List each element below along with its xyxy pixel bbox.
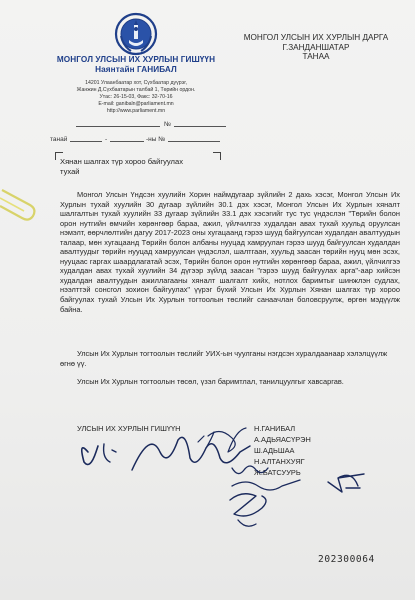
document-number-stamp: 202300064: [318, 554, 375, 565]
mongolia-state-emblem-icon: [113, 10, 159, 56]
paper-clip-icon: [0, 0, 40, 260]
date-blank: [110, 141, 144, 142]
website-line: http://www.parliament.mn: [106, 108, 166, 114]
signature-stroke: [238, 520, 256, 526]
number-blank: [168, 141, 220, 142]
org-member-name: Наянтайн ГАНИБАЛ: [95, 65, 177, 74]
address-line: Жанжин Д.Сүхбаатарын талбай 1, Төрийн ордон.: [76, 87, 196, 93]
org-title: МОНГОЛ УЛСЫН ИХ ХУРЛЫН ГИШҮҮН: [56, 55, 216, 64]
signature-stroke: [132, 437, 250, 470]
signature-stroke: [328, 474, 364, 492]
signer-name: Ж.БАТСУУРЬ: [254, 468, 301, 477]
signature-stroke: [104, 444, 116, 462]
tanai-label: танай: [50, 136, 68, 143]
signer-name: Н.ГАНИБАЛ: [254, 424, 296, 433]
signature-stroke: [198, 432, 214, 448]
signature-stroke: [82, 446, 98, 464]
body-paragraph: Улсын Их Хурлын тогтоолын төслийг УИХ-ын чуулганы нэгдсэн хуралдаанаар хэлэлцүүлж өгнө үү.: [60, 349, 388, 368]
email-line: E-mail: ganibaln@parliament.mn: [98, 101, 174, 107]
date-blank: [76, 126, 160, 127]
body-paragraph: Монгол Улсын Үндсэн хуулийн Хорин наймдугаар зүйлийн 2 дахь хэсэг, Монгол Улсын Их Хурлын тухай хуулийн 30 дугаар зүйлийн 30.1 дэх хэсэг, Монгол Улсын Их Хурлын хяналт шалгалтын тухай хуулийн 33 дугаар зүйлийн 33.1 дэх хэсэгийг тус тус үндэслэн "Төрийн болон орон нутгийн өмчийн хөрөнгөөр бараа, ажил, үйлчилгээ худалдан авах тухай хуульд оруулсан нэмэлт, өөрчлөлтийн дагуу 2017-2023 оны хугацаанд гэрээ шууд байгуулсан худалдан авалтуудын талаар, мөн хугацаанд Төрийн болон албаны нууцад хамруулан гэрээ шууд байгуулсан худалдан авалтуудыг төрийн нууцад хамруулсан үндэслэл, шалтгаан, хуульд заасан төрийн нууц мөн эсэх, нууцаас гаргах шаардлагатай эсэх, Төрийн болон орон нутгийн хөрөнгөөр бараа, ажил, үйлчилгээ худалдан авах тухай хуулийн 34 дүгээр зүйлд заасан "гэрээ шууд байгуулах арга"-аар хийсэн худалдан авалтуудын ажиллагааны хяналт шалгалт хийх, нотлох баримтыг шинжлэн судлах, нээлттэй сонсгол зохион байгуулах" үүрэг бүхий Улсын Их Хурлын Хянан шалгах түр хороо байгуулах тухай Улсын Их Хурлын тогтоолын төслийг санаачлан боловсруулж, өргөн мэдүүлж байна.: [60, 190, 400, 314]
body-paragraph: Улсын Их Хурлын тогтоолын төсөл, үзэл баримтлал, танилцуулгыг хавсаргав.: [77, 377, 344, 386]
address-line: 14201 Улаанбаатар хот, Сүхбаатар дүүрэг,: [85, 80, 187, 86]
dash-separator: -: [105, 136, 108, 143]
recipient-name: Г.ЗАНДАНШАТАР: [282, 42, 350, 52]
signature-stroke: [230, 494, 266, 516]
incoming-ref-line: [50, 134, 230, 144]
signer-name: А.АДЬЯАСҮРЭН: [254, 435, 311, 444]
date-blank: [70, 141, 102, 142]
signer-name: Ш.АДЬШАА: [254, 446, 295, 455]
signature-title: УЛСЫН ИХ ХУРЛЫН ГИШҮҮН: [77, 424, 181, 433]
recipient-tanaa: ТАНАА: [302, 52, 330, 62]
signature-stroke: [208, 428, 246, 452]
recipient-title: МОНГОЛ УЛСЫН ИХ ХУРЛЫН ДАРГА: [243, 33, 389, 42]
outgoing-ref-line: [76, 119, 226, 129]
number-sign: №: [164, 121, 171, 128]
subject-line: тухай: [60, 166, 80, 176]
phone-fax-line: Утас: 26-15-03, Факс: 32-70-16: [99, 94, 173, 100]
signer-name: Н.АЛТАНХУЯГ: [254, 457, 305, 466]
signers-list: [254, 423, 311, 478]
signature-stroke: [232, 480, 300, 490]
recipient-block: [230, 33, 402, 62]
subject-line: Хянан шалгах түр хороо байгуулах: [60, 157, 183, 166]
number-blank: [174, 126, 226, 127]
ny-number-label: -ны №: [146, 136, 166, 143]
subject: [60, 157, 220, 176]
